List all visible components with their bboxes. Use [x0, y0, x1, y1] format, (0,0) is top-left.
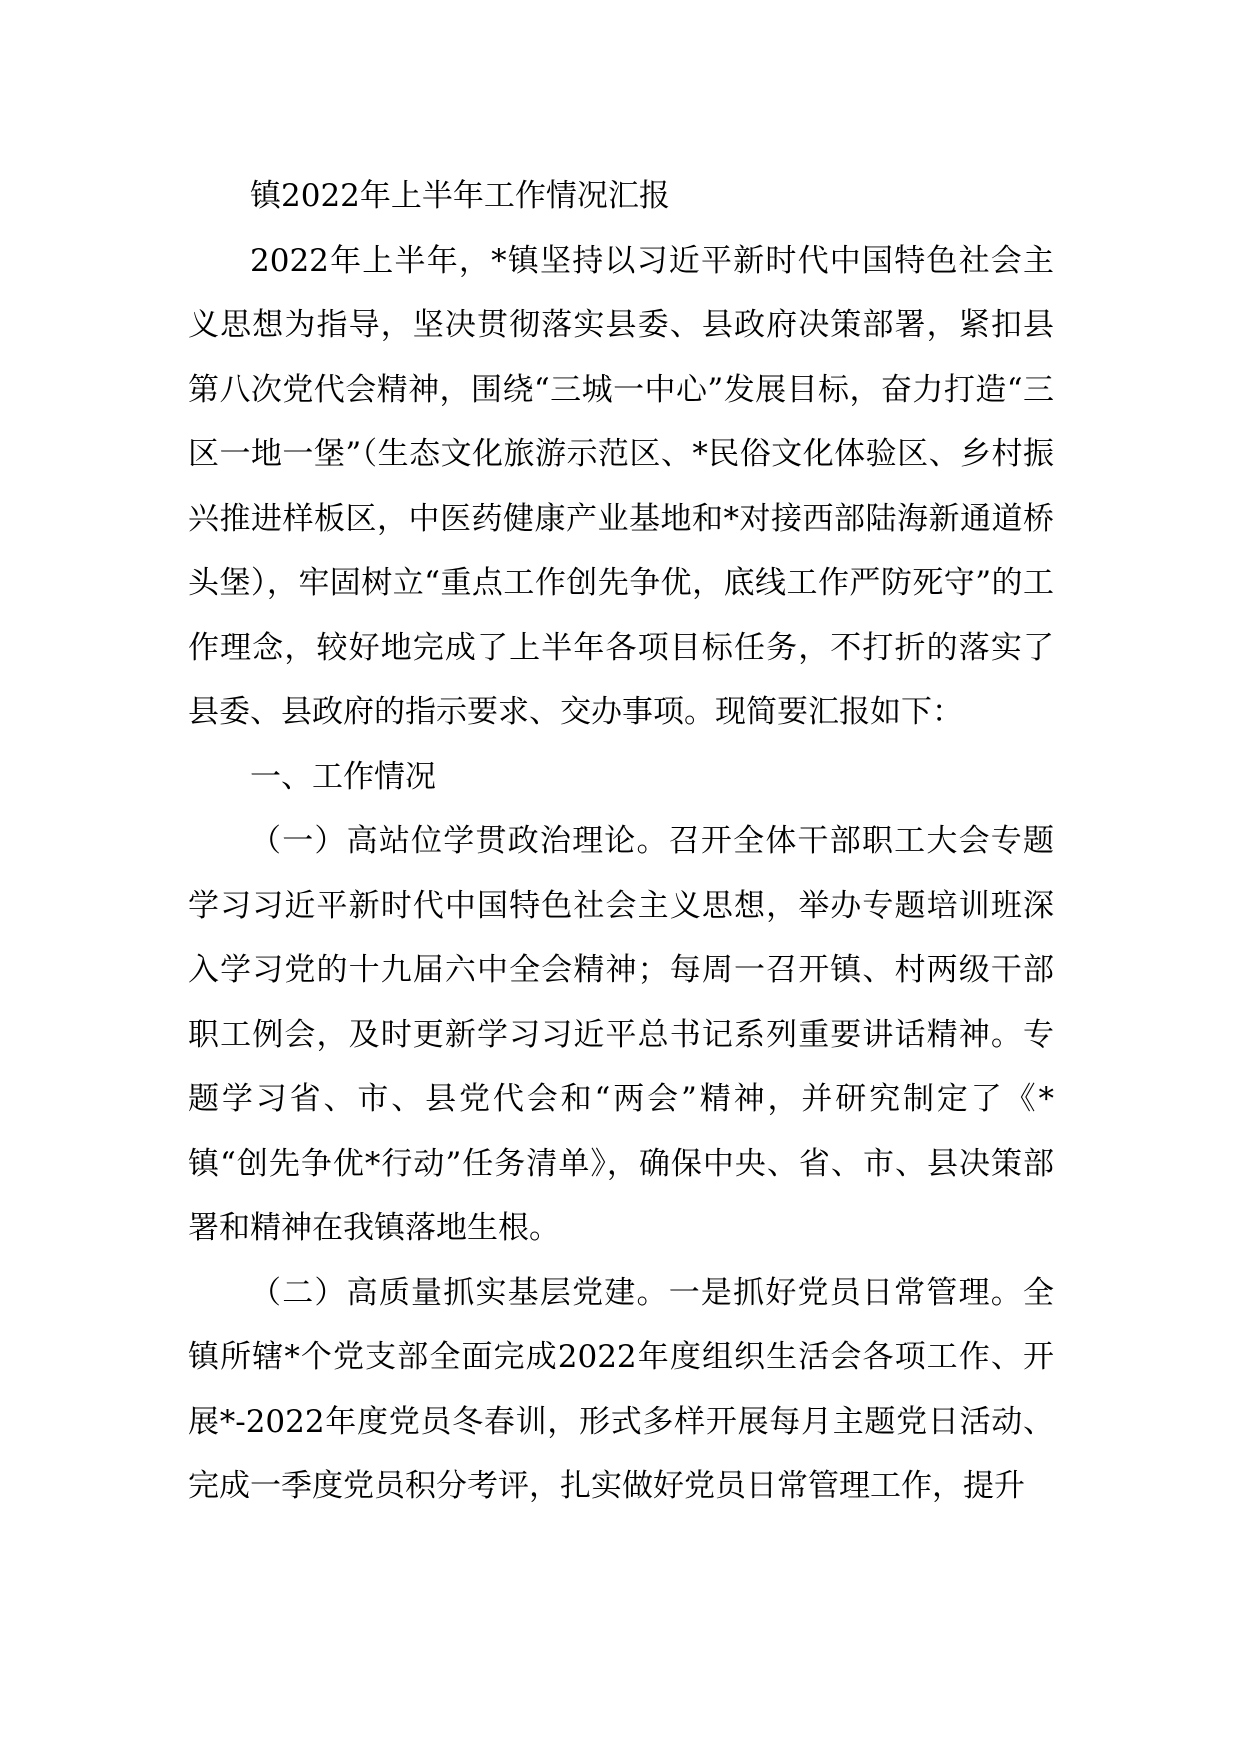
- body-paragraph-1: （一）高站位学贯政治理论。召开全体干部职工大会专题学习习近平新时代中国特色社会主义思想，举办专题培训班深入学习党的十九届六中全会精神；每周一召开镇、村两级干部职工例会，及时更新学习习近平总书记系列重要讲话精神。专题学习省、市、县党代会和“两会”精神，并研究制定了《*镇“创先争优*行动”任务清单》，确保中央、省、市、县决策部署和精神在我镇落地生根。: [188, 823, 1054, 1246]
- intro-paragraph: 2022年上半年，*镇坚持以习近平新时代中国特色社会主义思想为指导，坚决贯彻落实县委、县政府决策部署，紧扣县第八次党代会精神，围绕“三城一中心”发展目标，奋力打造“三区一地一堡”（生态文化旅游示范区、*民俗文化体验区、乡村振兴推进样板区，中医药健康产业基地和*对接西部陆海新通道桥头堡），牢固树立“重点工作创先争优，底线工作严防死守”的工作理念，较好地完成了上半年各项目标任务，不打折的落实了县委、县政府的指示要求、交办事项。现简要汇报如下：: [188, 242, 1054, 730]
- document-title: 镇2022年上半年工作情况汇报: [250, 178, 670, 214]
- section-heading: 一、工作情况: [250, 758, 436, 795]
- body-paragraph-2: （二）高质量抓实基层党建。一是抓好党员日常管理。全镇所辖*个党支部全面完成2022年度组织生活会各项工作、开展*-2022年度党员冬春训，形式多样开展每月主题党日活动、完成一季度党员积分考评，扎实做好党员日常管理工作，提升: [188, 1274, 1054, 1504]
- document-page: [188, 164, 1054, 1519]
